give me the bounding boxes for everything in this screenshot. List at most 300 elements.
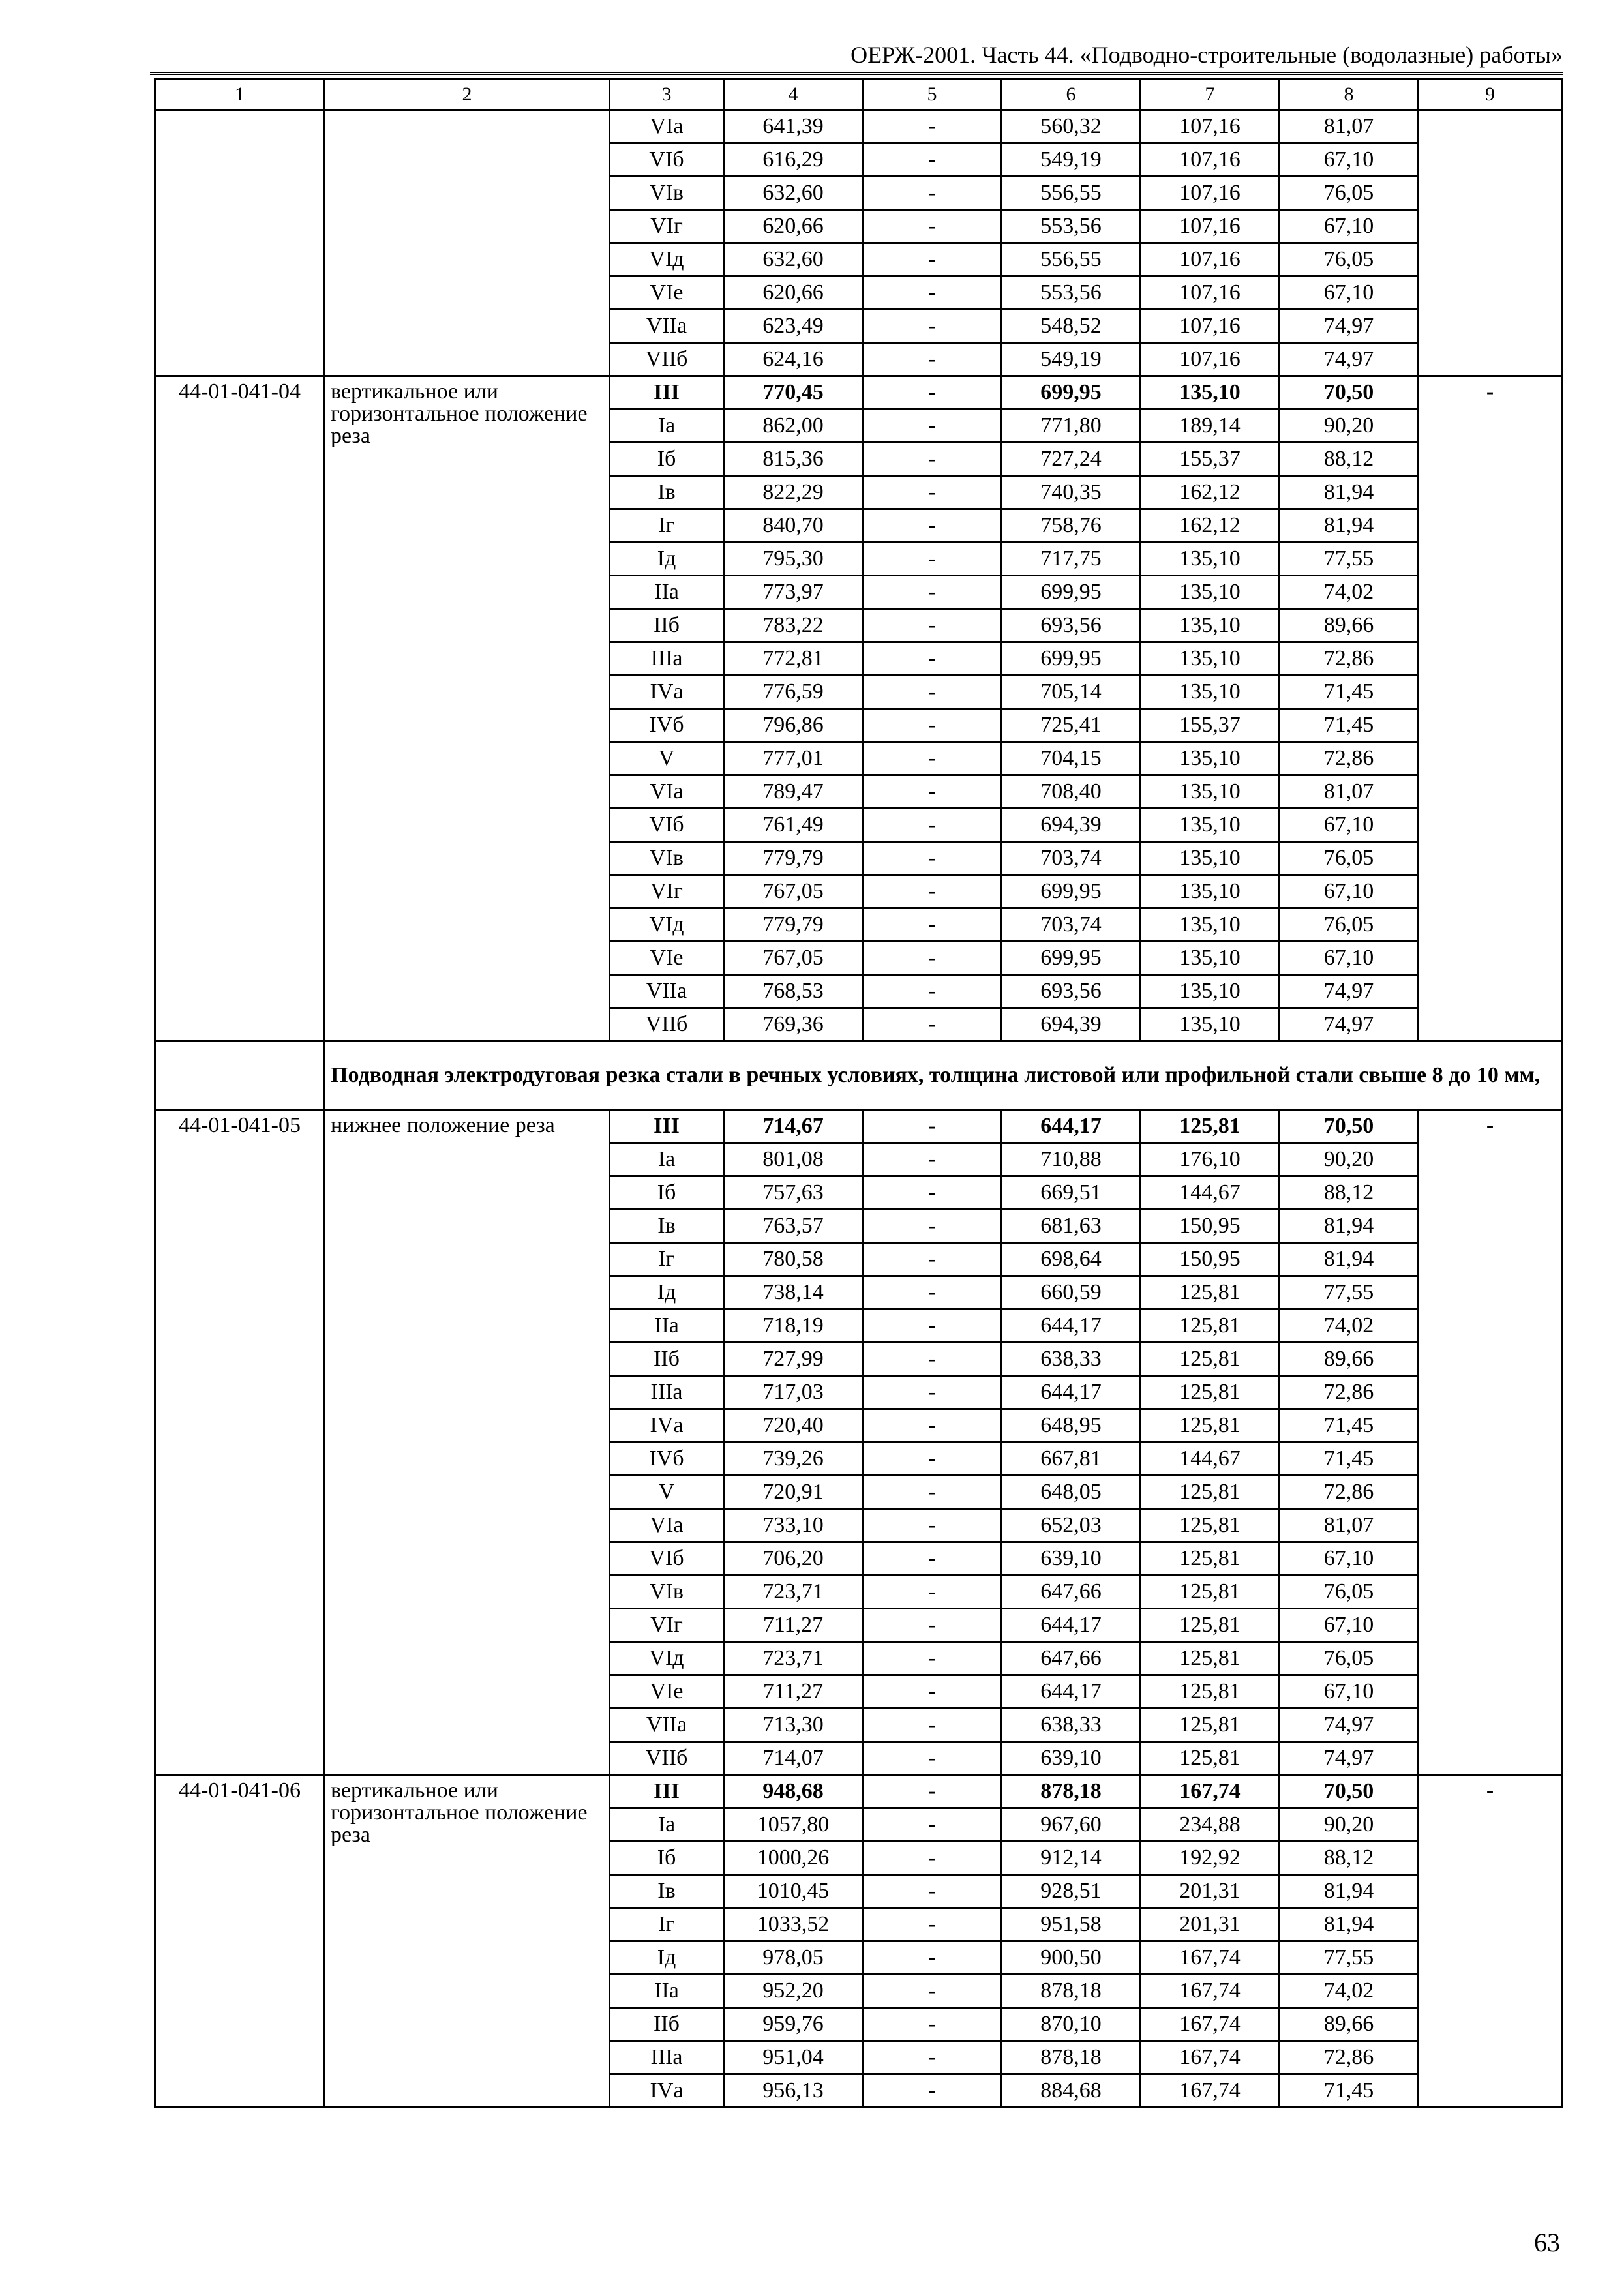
operator-wage: 135,10 (1141, 376, 1280, 410)
labor-cost: - (863, 310, 1002, 343)
material-cost: 77,55 (1280, 543, 1419, 576)
material-cost: 74,97 (1280, 1742, 1419, 1775)
zone-code: VIа (610, 1509, 724, 1542)
operator-wage: 107,16 (1141, 143, 1280, 177)
labor-cost: - (863, 543, 1002, 576)
material-cost: 74,97 (1280, 310, 1419, 343)
labor-cost: - (863, 1908, 1002, 1941)
material-cost: 90,20 (1280, 1143, 1419, 1176)
rate-note: - (1419, 1775, 1562, 2108)
labor-cost: - (863, 1542, 1002, 1576)
machine-cost: 725,41 (1002, 709, 1141, 742)
zone-code: VIIб (610, 1742, 724, 1775)
table-body (155, 80, 1562, 2108)
rate-code: 44-01-041-06 (155, 1775, 325, 2108)
operator-wage: 176,10 (1141, 1143, 1280, 1176)
material-cost: 89,66 (1280, 1343, 1419, 1376)
operator-wage: 107,16 (1141, 177, 1280, 210)
machine-cost: 870,10 (1002, 2008, 1141, 2041)
zone-code: IVа (610, 1409, 724, 1443)
zone-code: VIв (610, 842, 724, 875)
material-cost: 71,45 (1280, 1443, 1419, 1476)
material-cost: 81,94 (1280, 476, 1419, 509)
labor-cost: - (863, 177, 1002, 210)
labor-cost: - (863, 1210, 1002, 1243)
total-cost: 723,71 (724, 1576, 863, 1609)
operator-wage: 167,74 (1141, 2008, 1280, 2041)
labor-cost: - (863, 1476, 1002, 1509)
machine-cost: 878,18 (1002, 1975, 1141, 2008)
operator-wage: 162,12 (1141, 476, 1280, 509)
zone-code: IIа (610, 1975, 724, 2008)
material-cost: 67,10 (1280, 942, 1419, 975)
zone-code: V (610, 742, 724, 775)
total-cost: 959,76 (724, 2008, 863, 2041)
machine-cost: 638,33 (1002, 1343, 1141, 1376)
material-cost: 74,97 (1280, 975, 1419, 1008)
operator-wage: 135,10 (1141, 842, 1280, 875)
machine-cost: 771,80 (1002, 410, 1141, 443)
total-cost: 718,19 (724, 1309, 863, 1343)
operator-wage: 155,37 (1141, 443, 1280, 476)
labor-cost: - (863, 1576, 1002, 1609)
zone-code: IIб (610, 609, 724, 642)
zone-code: Iб (610, 1176, 724, 1210)
zone-code: IIIа (610, 642, 724, 676)
material-cost: 76,05 (1280, 842, 1419, 875)
material-cost: 67,10 (1280, 809, 1419, 842)
total-cost: 795,30 (724, 543, 863, 576)
labor-cost: - (863, 775, 1002, 809)
machine-cost: 710,88 (1002, 1143, 1141, 1176)
operator-wage: 234,88 (1141, 1808, 1280, 1842)
labor-cost: - (863, 1842, 1002, 1875)
zone-code: IIб (610, 1343, 724, 1376)
machine-cost: 884,68 (1002, 2074, 1141, 2108)
material-cost: 77,55 (1280, 1941, 1419, 1975)
zone-code: VIа (610, 775, 724, 809)
zone-code: IVб (610, 1443, 724, 1476)
zone-code: VIв (610, 1576, 724, 1609)
material-cost: 67,10 (1280, 1609, 1419, 1642)
labor-cost: - (863, 1975, 1002, 2008)
zone-code: VIб (610, 143, 724, 177)
operator-wage: 135,10 (1141, 742, 1280, 775)
operator-wage: 125,81 (1141, 1576, 1280, 1609)
rate-note: - (1419, 1110, 1562, 1775)
material-cost: 76,05 (1280, 1576, 1419, 1609)
total-cost: 948,68 (724, 1775, 863, 1808)
labor-cost: - (863, 410, 1002, 443)
material-cost: 81,07 (1280, 775, 1419, 809)
total-cost: 714,07 (724, 1742, 863, 1775)
column-number: 1 (155, 80, 325, 110)
zone-code: VIд (610, 243, 724, 277)
zone-code: VIIа (610, 310, 724, 343)
material-cost: 74,02 (1280, 1309, 1419, 1343)
zone-code: Iд (610, 543, 724, 576)
total-cost: 738,14 (724, 1276, 863, 1309)
zone-code: VIIа (610, 975, 724, 1008)
empty-cell (155, 110, 325, 376)
labor-cost: - (863, 1675, 1002, 1709)
total-cost: 727,99 (724, 1343, 863, 1376)
zone-code: VIе (610, 1675, 724, 1709)
total-cost: 956,13 (724, 2074, 863, 2108)
material-cost: 67,10 (1280, 210, 1419, 243)
rate-code: 44-01-041-05 (155, 1110, 325, 1775)
machine-cost: 694,39 (1002, 809, 1141, 842)
machine-cost: 644,17 (1002, 1675, 1141, 1709)
total-cost: 717,03 (724, 1376, 863, 1409)
operator-wage: 135,10 (1141, 809, 1280, 842)
material-cost: 81,94 (1280, 1210, 1419, 1243)
total-cost: 770,45 (724, 376, 863, 410)
total-cost: 711,27 (724, 1675, 863, 1709)
material-cost: 88,12 (1280, 1842, 1419, 1875)
zone-code: IVа (610, 676, 724, 709)
labor-cost: - (863, 1143, 1002, 1176)
operator-wage: 125,81 (1141, 1542, 1280, 1576)
total-cost: 720,40 (724, 1409, 863, 1443)
labor-cost: - (863, 1376, 1002, 1409)
machine-cost: 705,14 (1002, 676, 1141, 709)
total-cost: 723,71 (724, 1642, 863, 1675)
total-cost: 616,29 (724, 143, 863, 177)
labor-cost: - (863, 576, 1002, 609)
zone-code: III (610, 1775, 724, 1808)
rate-note: - (1419, 376, 1562, 1041)
zone-code: VIд (610, 1642, 724, 1675)
zone-code: VIIб (610, 1008, 724, 1041)
operator-wage: 155,37 (1141, 709, 1280, 742)
total-cost: 796,86 (724, 709, 863, 742)
page-header-title: ОЕРЖ-2001. Часть 44. «Подводно-строительные (водолазные) работы» (850, 42, 1563, 68)
total-cost: 769,36 (724, 1008, 863, 1041)
labor-cost: - (863, 875, 1002, 908)
operator-wage: 135,10 (1141, 1008, 1280, 1041)
operator-wage: 144,67 (1141, 1176, 1280, 1210)
labor-cost: - (863, 1709, 1002, 1742)
machine-cost: 660,59 (1002, 1276, 1141, 1309)
zone-code: IIа (610, 1309, 724, 1343)
operator-wage: 125,81 (1141, 1642, 1280, 1675)
total-cost: 623,49 (724, 310, 863, 343)
operator-wage: 144,67 (1141, 1443, 1280, 1476)
labor-cost: - (863, 1775, 1002, 1808)
labor-cost: - (863, 1875, 1002, 1908)
machine-cost: 681,63 (1002, 1210, 1141, 1243)
operator-wage: 201,31 (1141, 1875, 1280, 1908)
total-cost: 779,79 (724, 842, 863, 875)
machine-cost: 727,24 (1002, 443, 1141, 476)
zone-code: III (610, 1110, 724, 1143)
labor-cost: - (863, 376, 1002, 410)
operator-wage: 167,74 (1141, 2074, 1280, 2108)
zone-code: Iб (610, 1842, 724, 1875)
machine-cost: 693,56 (1002, 975, 1141, 1008)
machine-cost: 644,17 (1002, 1376, 1141, 1409)
zone-code: III (610, 376, 724, 410)
material-cost: 81,07 (1280, 1509, 1419, 1542)
zone-code: VIд (610, 908, 724, 942)
material-cost: 90,20 (1280, 410, 1419, 443)
zone-code: VIг (610, 875, 724, 908)
machine-cost: 639,10 (1002, 1542, 1141, 1576)
labor-cost: - (863, 1110, 1002, 1143)
machine-cost: 699,95 (1002, 376, 1141, 410)
labor-cost: - (863, 1409, 1002, 1443)
column-number: 6 (1002, 80, 1141, 110)
zone-code: VIIа (610, 1709, 724, 1742)
table-row (155, 1110, 1562, 1143)
operator-wage: 125,81 (1141, 1675, 1280, 1709)
labor-cost: - (863, 277, 1002, 310)
total-cost: 714,67 (724, 1110, 863, 1143)
operator-wage: 189,14 (1141, 410, 1280, 443)
operator-wage: 107,16 (1141, 243, 1280, 277)
machine-cost: 549,19 (1002, 343, 1141, 376)
zone-code: VIа (610, 110, 724, 143)
labor-cost: - (863, 110, 1002, 143)
material-cost: 76,05 (1280, 177, 1419, 210)
operator-wage: 167,74 (1141, 2041, 1280, 2074)
machine-cost: 704,15 (1002, 742, 1141, 775)
machine-cost: 740,35 (1002, 476, 1141, 509)
operator-wage: 125,81 (1141, 1376, 1280, 1409)
total-cost: 1010,45 (724, 1875, 863, 1908)
operator-wage: 125,81 (1141, 1343, 1280, 1376)
operator-wage: 135,10 (1141, 908, 1280, 942)
material-cost: 74,97 (1280, 343, 1419, 376)
labor-cost: - (863, 1243, 1002, 1276)
operator-wage: 135,10 (1141, 576, 1280, 609)
machine-cost: 644,17 (1002, 1309, 1141, 1343)
labor-cost: - (863, 476, 1002, 509)
column-number: 3 (610, 80, 724, 110)
column-number: 9 (1419, 80, 1562, 110)
zone-code: VIб (610, 809, 724, 842)
labor-cost: - (863, 1008, 1002, 1041)
column-number: 4 (724, 80, 863, 110)
total-cost: 772,81 (724, 642, 863, 676)
material-cost: 74,97 (1280, 1709, 1419, 1742)
section-title: Подводная электродуговая резка стали в речных условиях, толщина листовой или профильной стали свыше 8 до 10 мм, (325, 1041, 1562, 1110)
material-cost: 88,12 (1280, 443, 1419, 476)
total-cost: 768,53 (724, 975, 863, 1008)
operator-wage: 107,16 (1141, 310, 1280, 343)
zone-code: Iв (610, 1210, 724, 1243)
operator-wage: 107,16 (1141, 210, 1280, 243)
labor-cost: - (863, 676, 1002, 709)
operator-wage: 125,81 (1141, 1110, 1280, 1143)
zone-code: VIб (610, 1542, 724, 1576)
labor-cost: - (863, 975, 1002, 1008)
zone-code: Iг (610, 1908, 724, 1941)
labor-cost: - (863, 609, 1002, 642)
rates-table (154, 78, 1563, 2108)
labor-cost: - (863, 1176, 1002, 1210)
total-cost: 641,39 (724, 110, 863, 143)
labor-cost: - (863, 1343, 1002, 1376)
column-number: 7 (1141, 80, 1280, 110)
machine-cost: 698,64 (1002, 1243, 1141, 1276)
zone-code: V (610, 1476, 724, 1509)
operator-wage: 192,92 (1141, 1842, 1280, 1875)
operator-wage: 135,10 (1141, 543, 1280, 576)
machine-cost: 758,76 (1002, 509, 1141, 543)
total-cost: 815,36 (724, 443, 863, 476)
column-number: 8 (1280, 80, 1419, 110)
total-cost: 779,79 (724, 908, 863, 942)
total-cost: 620,66 (724, 210, 863, 243)
total-cost: 632,60 (724, 243, 863, 277)
zone-code: Iг (610, 509, 724, 543)
material-cost: 67,10 (1280, 277, 1419, 310)
material-cost: 81,07 (1280, 110, 1419, 143)
labor-cost: - (863, 742, 1002, 775)
operator-wage: 167,74 (1141, 1775, 1280, 1808)
labor-cost: - (863, 842, 1002, 875)
material-cost: 71,45 (1280, 1409, 1419, 1443)
operator-wage: 135,10 (1141, 875, 1280, 908)
machine-cost: 699,95 (1002, 875, 1141, 908)
empty-cell (325, 110, 610, 376)
material-cost: 72,86 (1280, 642, 1419, 676)
operator-wage: 167,74 (1141, 1975, 1280, 2008)
operator-wage: 135,10 (1141, 676, 1280, 709)
machine-cost: 667,81 (1002, 1443, 1141, 1476)
material-cost: 76,05 (1280, 243, 1419, 277)
zone-code: IIа (610, 576, 724, 609)
total-cost: 706,20 (724, 1542, 863, 1576)
material-cost: 74,02 (1280, 1975, 1419, 2008)
machine-cost: 967,60 (1002, 1808, 1141, 1842)
material-cost: 89,66 (1280, 609, 1419, 642)
material-cost: 72,86 (1280, 1376, 1419, 1409)
operator-wage: 150,95 (1141, 1210, 1280, 1243)
operator-wage: 125,81 (1141, 1509, 1280, 1542)
labor-cost: - (863, 509, 1002, 543)
total-cost: 801,08 (724, 1143, 863, 1176)
material-cost: 70,50 (1280, 1110, 1419, 1143)
total-cost: 783,22 (724, 609, 863, 642)
zone-code: VIв (610, 177, 724, 210)
empty-cell (155, 1041, 325, 1110)
machine-cost: 878,18 (1002, 1775, 1141, 1808)
zone-code: Iа (610, 1808, 724, 1842)
operator-wage: 125,81 (1141, 1476, 1280, 1509)
operator-wage: 135,10 (1141, 975, 1280, 1008)
machine-cost: 648,95 (1002, 1409, 1141, 1443)
total-cost: 624,16 (724, 343, 863, 376)
material-cost: 67,10 (1280, 875, 1419, 908)
operator-wage: 125,81 (1141, 1742, 1280, 1775)
labor-cost: - (863, 1309, 1002, 1343)
labor-cost: - (863, 343, 1002, 376)
total-cost: 711,27 (724, 1609, 863, 1642)
labor-cost: - (863, 809, 1002, 842)
total-cost: 761,49 (724, 809, 863, 842)
labor-cost: - (863, 443, 1002, 476)
table-row (155, 110, 1562, 143)
operator-wage: 125,81 (1141, 1609, 1280, 1642)
material-cost: 76,05 (1280, 1642, 1419, 1675)
machine-cost: 549,19 (1002, 143, 1141, 177)
labor-cost: - (863, 2041, 1002, 2074)
total-cost: 720,91 (724, 1476, 863, 1509)
zone-code: Iа (610, 410, 724, 443)
total-cost: 620,66 (724, 277, 863, 310)
machine-cost: 669,51 (1002, 1176, 1141, 1210)
operator-wage: 107,16 (1141, 343, 1280, 376)
material-cost: 71,45 (1280, 676, 1419, 709)
labor-cost: - (863, 2074, 1002, 2108)
machine-cost: 647,66 (1002, 1576, 1141, 1609)
section-row (155, 1041, 1562, 1110)
machine-cost: 647,66 (1002, 1642, 1141, 1675)
machine-cost: 638,33 (1002, 1709, 1141, 1742)
material-cost: 67,10 (1280, 143, 1419, 177)
labor-cost: - (863, 1642, 1002, 1675)
total-cost: 822,29 (724, 476, 863, 509)
machine-cost: 560,32 (1002, 110, 1141, 143)
zone-code: IIIа (610, 1376, 724, 1409)
total-cost: 840,70 (724, 509, 863, 543)
machine-cost: 878,18 (1002, 2041, 1141, 2074)
labor-cost: - (863, 908, 1002, 942)
zone-code: Iд (610, 1941, 724, 1975)
zone-code: Iд (610, 1276, 724, 1309)
total-cost: 776,59 (724, 676, 863, 709)
zone-code: VIе (610, 277, 724, 310)
material-cost: 90,20 (1280, 1808, 1419, 1842)
total-cost: 632,60 (724, 177, 863, 210)
total-cost: 951,04 (724, 2041, 863, 2074)
operator-wage: 107,16 (1141, 110, 1280, 143)
machine-cost: 644,17 (1002, 1110, 1141, 1143)
operator-wage: 167,74 (1141, 1941, 1280, 1975)
empty-cell (1419, 110, 1562, 376)
labor-cost: - (863, 2008, 1002, 2041)
labor-cost: - (863, 642, 1002, 676)
labor-cost: - (863, 1276, 1002, 1309)
material-cost: 67,10 (1280, 1542, 1419, 1576)
labor-cost: - (863, 942, 1002, 975)
total-cost: 789,47 (724, 775, 863, 809)
material-cost: 89,66 (1280, 2008, 1419, 2041)
zone-code: Iа (610, 1143, 724, 1176)
total-cost: 780,58 (724, 1243, 863, 1276)
machine-cost: 912,14 (1002, 1842, 1141, 1875)
material-cost: 71,45 (1280, 2074, 1419, 2108)
total-cost: 713,30 (724, 1709, 863, 1742)
material-cost: 81,94 (1280, 509, 1419, 543)
total-cost: 952,20 (724, 1975, 863, 2008)
labor-cost: - (863, 1742, 1002, 1775)
machine-cost: 699,95 (1002, 576, 1141, 609)
labor-cost: - (863, 143, 1002, 177)
material-cost: 72,86 (1280, 1476, 1419, 1509)
material-cost: 76,05 (1280, 908, 1419, 942)
total-cost: 1000,26 (724, 1842, 863, 1875)
column-number: 5 (863, 80, 1002, 110)
page-header (150, 40, 1563, 75)
machine-cost: 693,56 (1002, 609, 1141, 642)
table-row (155, 376, 1562, 410)
operator-wage: 125,81 (1141, 1276, 1280, 1309)
machine-cost: 699,95 (1002, 642, 1141, 676)
